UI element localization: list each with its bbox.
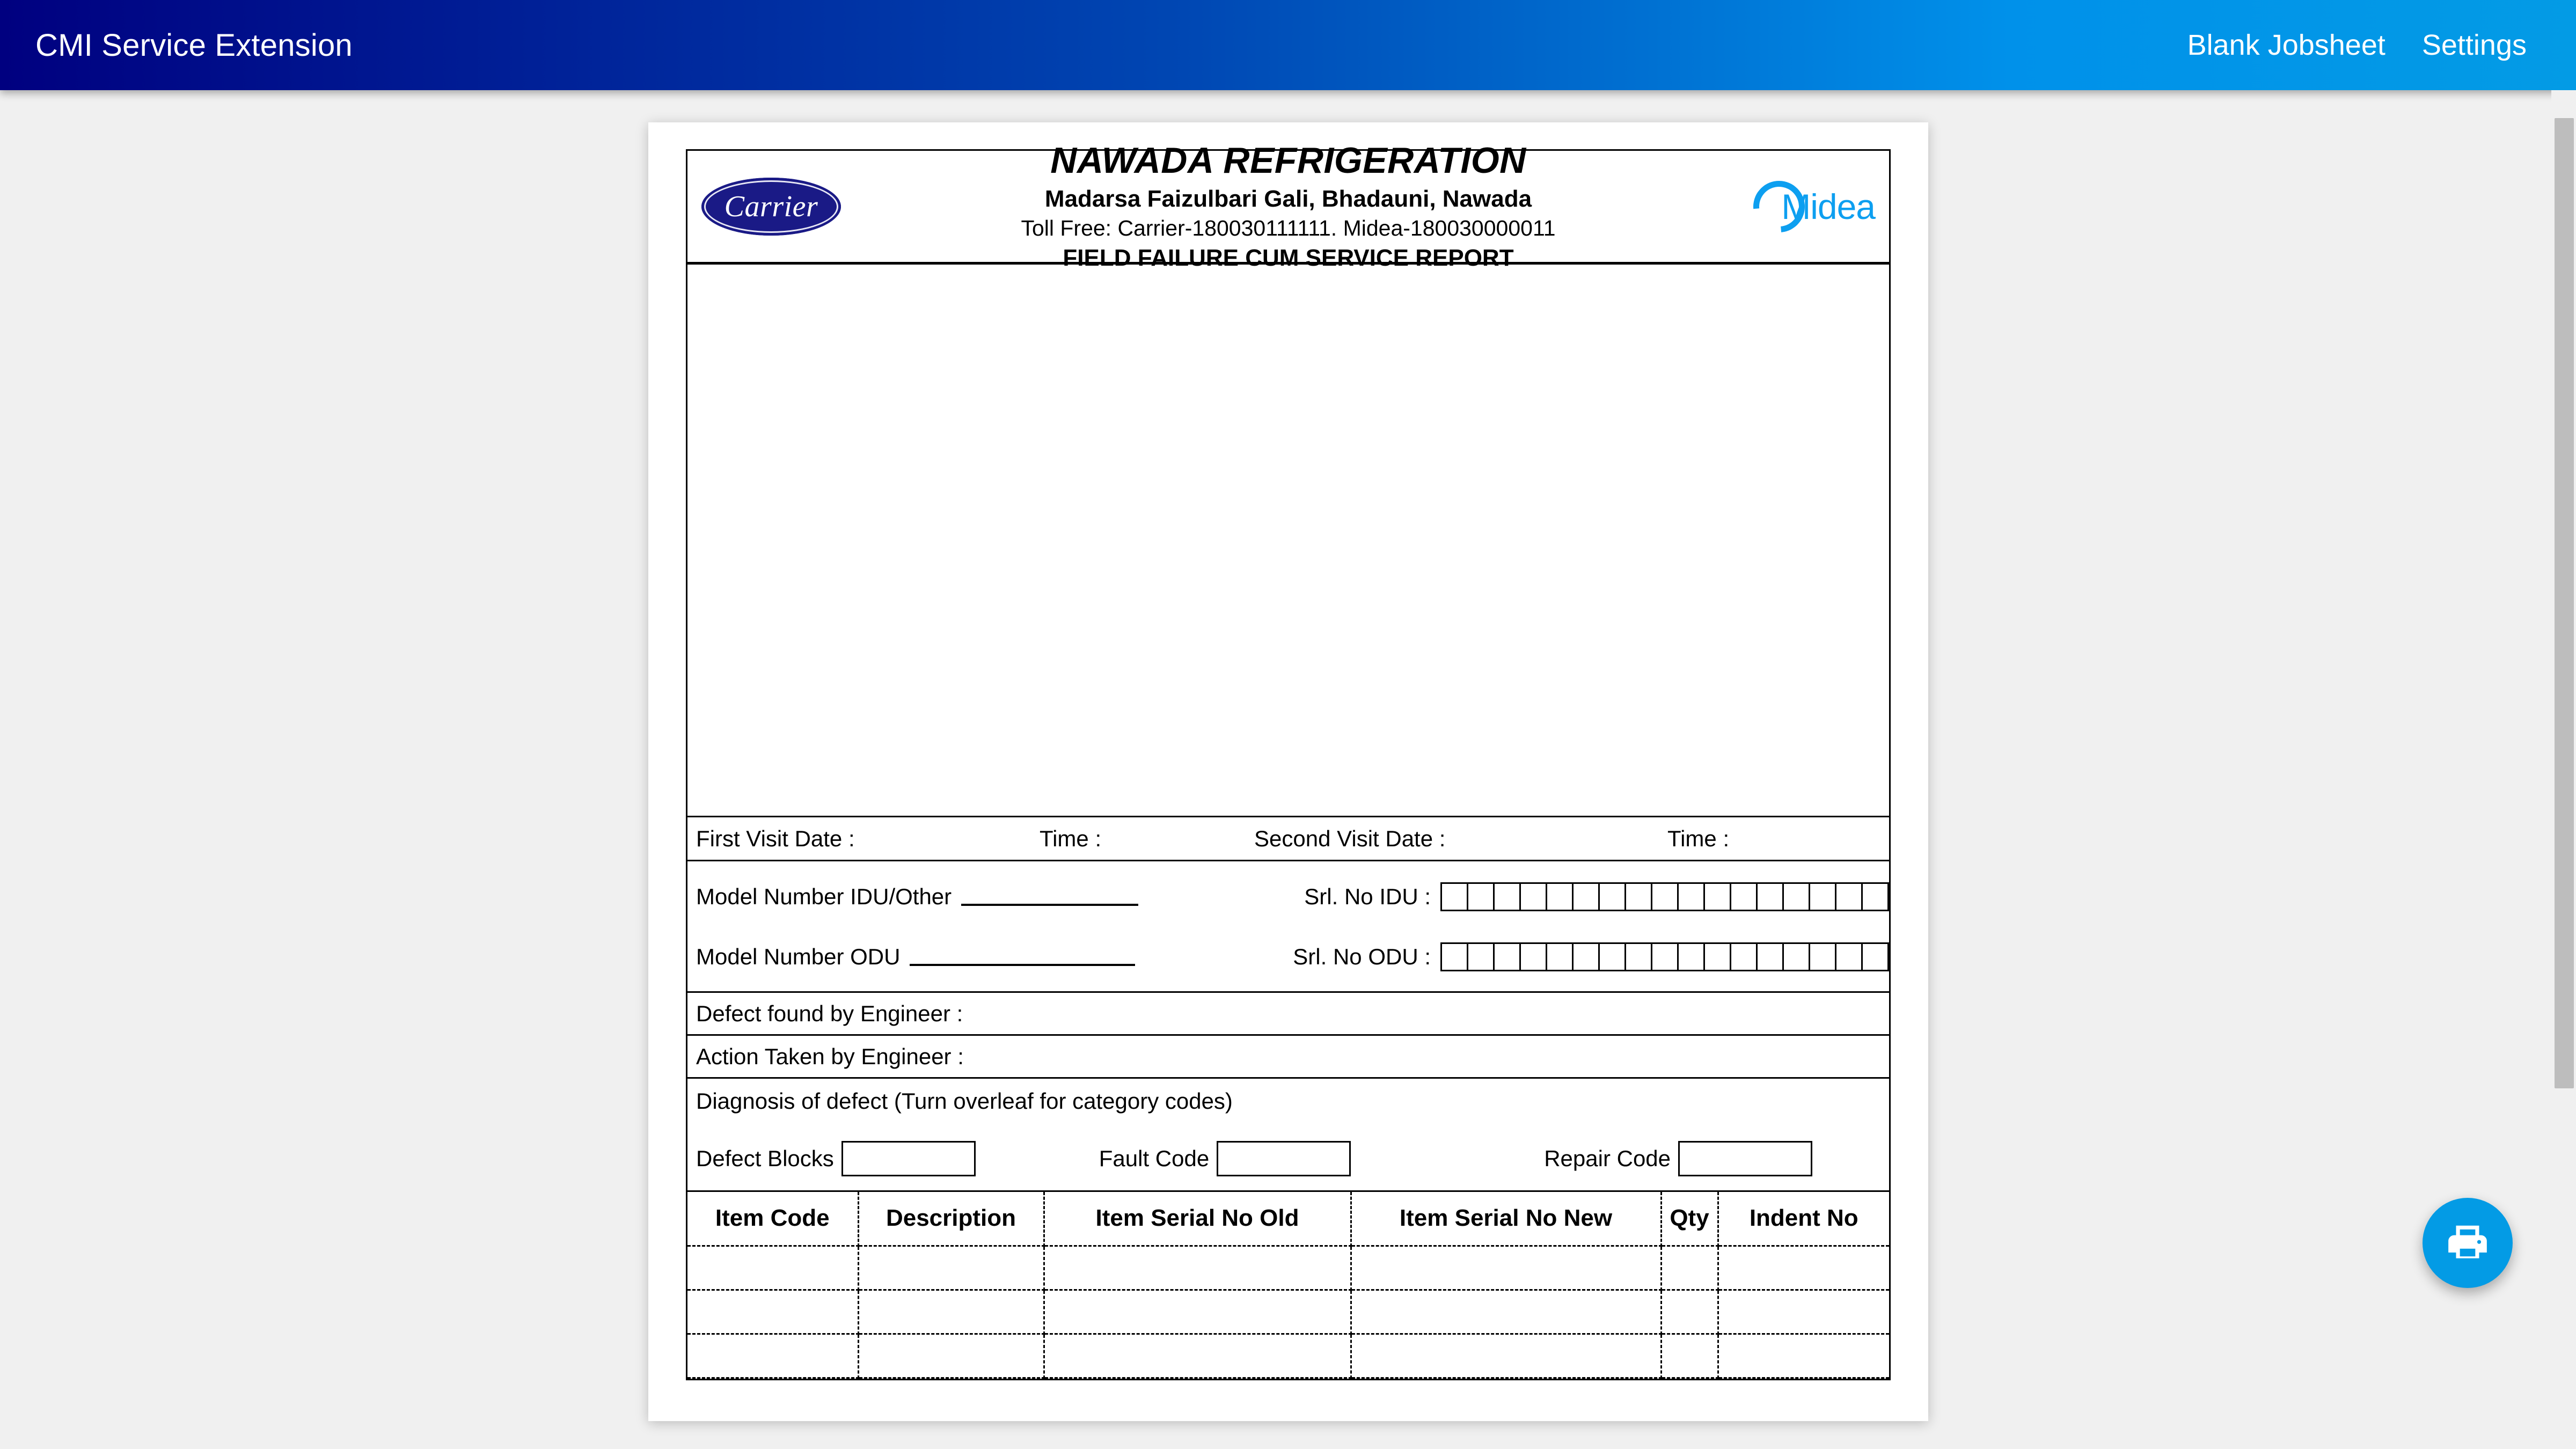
nav-link-blank-jobsheet[interactable]: Blank Jobsheet — [2187, 29, 2385, 61]
serial-cell[interactable] — [1574, 944, 1600, 970]
visit-dates-row — [687, 817, 1889, 861]
defect-found-row[interactable] — [687, 993, 1889, 1036]
serial-cell[interactable] — [1863, 884, 1889, 910]
table-row[interactable] — [687, 1290, 1889, 1334]
action-taken-label: Action Taken by Engineer : — [696, 1043, 964, 1069]
letterhead-text-block — [884, 136, 1693, 276]
defect-blocks-input[interactable] — [841, 1141, 976, 1176]
company-name: NAWADA REFRIGERATION — [1050, 140, 1526, 181]
cell-item-code[interactable] — [687, 1290, 858, 1334]
column-header-indent-no: Indent No — [1718, 1192, 1889, 1246]
diagnosis-block — [687, 1079, 1889, 1192]
serial-cell[interactable] — [1679, 884, 1705, 910]
serial-cell[interactable] — [1547, 884, 1574, 910]
print-button[interactable] — [2423, 1198, 2513, 1288]
cell-description[interactable] — [858, 1246, 1044, 1290]
serial-cell[interactable] — [1784, 944, 1810, 970]
cell-item-code[interactable] — [687, 1246, 858, 1290]
defect-blocks-label: Defect Blocks — [696, 1146, 834, 1171]
column-header-item-code: Item Code — [687, 1192, 858, 1246]
column-header-description: Description — [858, 1192, 1044, 1246]
serial-cell[interactable] — [1810, 944, 1836, 970]
app-title: CMI Service Extension — [35, 27, 353, 63]
page-scroll-viewport[interactable] — [0, 90, 2576, 1449]
serial-cell[interactable] — [1784, 884, 1810, 910]
serial-cell[interactable] — [1758, 944, 1784, 970]
model-idu-label: Model Number IDU/Other — [696, 884, 952, 909]
serial-cell[interactable] — [1600, 884, 1626, 910]
cell-serial-old[interactable] — [1044, 1246, 1351, 1290]
serial-cell[interactable] — [1705, 884, 1731, 910]
cell-serial-old[interactable] — [1044, 1290, 1351, 1334]
serial-cell[interactable] — [1495, 884, 1521, 910]
serial-cell[interactable] — [1731, 884, 1758, 910]
cell-description[interactable] — [858, 1290, 1044, 1334]
complaint-blank-area[interactable] — [687, 265, 1889, 817]
items-table-header-row — [687, 1192, 1889, 1246]
carrier-logo-text: Carrier — [724, 189, 818, 223]
serial-cell[interactable] — [1574, 884, 1600, 910]
serial-odu-boxes[interactable] — [1440, 942, 1889, 971]
serial-cell[interactable] — [1836, 884, 1863, 910]
second-visit-time-label: Time : — [1667, 825, 1730, 851]
header-nav — [2169, 23, 2545, 67]
model-odu-line — [687, 933, 1889, 980]
serial-cell[interactable] — [1468, 884, 1495, 910]
printer-icon — [2445, 1220, 2491, 1266]
serial-cell[interactable] — [1442, 884, 1468, 910]
cell-indent-no[interactable] — [1718, 1290, 1889, 1334]
serial-cell[interactable] — [1731, 944, 1758, 970]
serial-cell[interactable] — [1705, 944, 1731, 970]
cell-serial-new[interactable] — [1351, 1290, 1661, 1334]
midea-logo-slot — [1693, 177, 1875, 236]
serial-cell[interactable] — [1521, 944, 1547, 970]
serial-cell[interactable] — [1652, 944, 1679, 970]
table-row[interactable] — [687, 1334, 1889, 1378]
first-visit-date-label: First Visit Date : — [696, 825, 855, 851]
serial-cell[interactable] — [1600, 944, 1626, 970]
vertical-scrollbar-track[interactable] — [2551, 90, 2576, 1449]
fault-code-input[interactable] — [1217, 1141, 1351, 1176]
cell-qty[interactable] — [1661, 1290, 1718, 1334]
fault-code-label: Fault Code — [1099, 1146, 1210, 1171]
midea-logo-text: Midea — [1781, 186, 1875, 226]
model-idu-write-rule[interactable] — [961, 904, 1138, 906]
model-odu-label: Model Number ODU — [696, 944, 901, 969]
serial-cell[interactable] — [1758, 884, 1784, 910]
repair-code-input[interactable] — [1678, 1141, 1812, 1176]
repair-code-label: Repair Code — [1544, 1146, 1671, 1171]
cell-qty[interactable] — [1661, 1246, 1718, 1290]
table-row[interactable] — [687, 1246, 1889, 1290]
model-serial-block — [687, 861, 1889, 993]
second-visit-date-label: Second Visit Date : — [1254, 825, 1446, 851]
company-address: Madarsa Faizulbari Gali, Bhadauni, Nawada — [1044, 185, 1532, 212]
report-title: FIELD FAILURE CUM SERVICE REPORT — [1063, 244, 1514, 271]
serial-cell[interactable] — [1863, 944, 1889, 970]
service-report-form — [686, 140, 1891, 1380]
serial-cell[interactable] — [1626, 884, 1652, 910]
midea-logo — [1753, 177, 1875, 236]
serial-cell[interactable] — [1810, 884, 1836, 910]
cell-item-code[interactable] — [687, 1334, 858, 1378]
app-header-bar — [0, 0, 2576, 90]
midea-ring-icon — [1743, 170, 1816, 243]
serial-cell[interactable] — [1521, 884, 1547, 910]
model-idu-line — [687, 873, 1889, 920]
model-odu-write-rule[interactable] — [910, 964, 1135, 966]
carrier-logo-slot — [701, 178, 884, 236]
jobsheet-paper-card — [648, 122, 1928, 1421]
cell-serial-old[interactable] — [1044, 1334, 1351, 1378]
cell-indent-no[interactable] — [1718, 1246, 1889, 1290]
diagnosis-title: Diagnosis of defect (Turn overleaf for category codes) — [696, 1088, 1233, 1114]
serial-cell[interactable] — [1547, 944, 1574, 970]
serial-cell[interactable] — [1468, 944, 1495, 970]
serial-cell[interactable] — [1442, 944, 1468, 970]
serial-idu-label: Srl. No IDU : — [1304, 884, 1431, 909]
serial-idu-boxes[interactable] — [1440, 882, 1889, 911]
defect-found-label: Defect found by Engineer : — [696, 1000, 963, 1026]
cell-description[interactable] — [858, 1334, 1044, 1378]
cell-indent-no[interactable] — [1718, 1334, 1889, 1378]
nav-link-settings[interactable]: Settings — [2421, 29, 2527, 61]
serial-cell[interactable] — [1626, 944, 1652, 970]
column-header-qty: Qty — [1661, 1192, 1718, 1246]
company-toll-free: Toll Free: Carrier-180030111111. Midea-180030000011 — [1021, 215, 1556, 240]
carrier-logo — [701, 178, 841, 236]
serial-cell[interactable] — [1836, 944, 1863, 970]
serial-cell[interactable] — [1679, 944, 1705, 970]
serial-cell[interactable] — [1495, 944, 1521, 970]
form-letterhead — [687, 140, 1889, 271]
column-header-serial-old: Item Serial No Old — [1044, 1192, 1351, 1246]
serial-odu-label: Srl. No ODU : — [1293, 944, 1431, 969]
cell-serial-new[interactable] — [1351, 1246, 1661, 1290]
diagnosis-codes-row — [687, 1141, 1889, 1176]
serial-cell[interactable] — [1652, 884, 1679, 910]
column-header-serial-new: Item Serial No New — [1351, 1192, 1661, 1246]
cell-qty[interactable] — [1661, 1334, 1718, 1378]
cell-serial-new[interactable] — [1351, 1334, 1661, 1378]
first-visit-time-label: Time : — [1040, 825, 1102, 851]
vertical-scrollbar-thumb[interactable] — [2555, 118, 2574, 1088]
action-taken-row[interactable] — [687, 1036, 1889, 1079]
items-table — [687, 1192, 1889, 1379]
